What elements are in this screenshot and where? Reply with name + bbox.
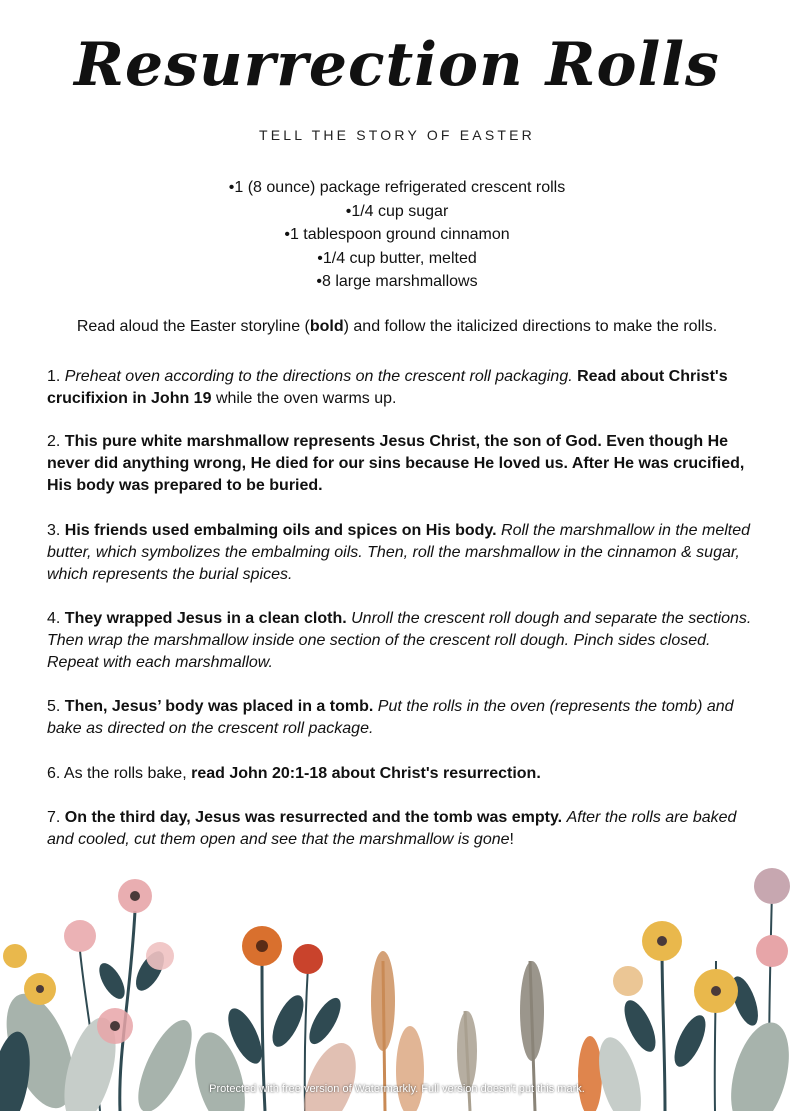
left-flower-cluster: [0, 879, 202, 1111]
step-number: 2.: [47, 433, 61, 450]
step-2: [47, 431, 752, 497]
intro-text: Read aloud the Easter storyline (: [76, 318, 310, 335]
step-text: while the oven warms up.: [215, 390, 397, 407]
step-story: Read about Christ's crucifixion in John 19: [47, 368, 728, 407]
step-number: 5.: [47, 698, 61, 715]
watermark-text: Protected with free version of Watermarkly. Full version doesn't put this mark.: [209, 1083, 585, 1095]
wildflower-border-illustration: [0, 851, 794, 1111]
step-story: His friends used embalming oils and spices on His body.: [64, 522, 497, 539]
step-3: [47, 520, 752, 586]
step-story: read John 20:1-18 about Christ's resurrection.: [191, 765, 541, 782]
step-direction: Unroll the crescent roll dough and separate the sections. Then wrap the marshmallow inside one section of the crescent roll dough. Pinch sides closed. Repeat with each marshmallow.: [47, 610, 752, 671]
intro-paragraph: [0, 318, 794, 336]
right-flower-cluster: [591, 868, 794, 1111]
step-direction: Roll the marshmallow in the melted butter, which symbolizes the embalming oils. Then, roll the marshmallow in the cinnamon & sugar, which represents the burial spices.: [47, 522, 751, 583]
step-number: 4.: [47, 610, 61, 627]
intro-text: ) and follow the italicized directions to make the rolls.: [343, 318, 718, 335]
step-text: !: [509, 831, 514, 848]
step-story: They wrapped Jesus in a clean cloth.: [64, 610, 347, 627]
step-story: This pure white marshmallow represents Jesus Christ, the son of God. Even though He never did anything wrong, He died for our sins because He loved us. After He was crucified, His body was prepared to be buried.: [47, 433, 745, 494]
step-7: [47, 807, 752, 851]
step-direction: Preheat oven according to the directions on the crescent roll packaging.: [64, 368, 573, 385]
intro-bold-word: bold: [309, 318, 344, 335]
step-story: On the third day, Jesus was resurrected and the tomb was empty.: [64, 809, 563, 826]
step-5: [47, 696, 752, 740]
ingredient-item: • 1/4 cup butter, melted: [0, 247, 794, 271]
page-subtitle: TELL THE STORY OF EASTER: [259, 127, 535, 143]
step-number: 1.: [47, 368, 61, 385]
step-4: [47, 608, 752, 674]
ingredient-item: • 1/4 cup sugar: [0, 200, 794, 224]
step-text: As the rolls bake,: [63, 765, 187, 782]
page-title: Resurrection Rolls: [74, 30, 720, 100]
ingredient-item: • 8 large marshmallows: [0, 270, 794, 294]
step-story: Then, Jesus’ body was placed in a tomb.: [64, 698, 374, 715]
ingredient-item: • 1 (8 ounce) package refrigerated crescent rolls: [0, 176, 794, 200]
step-6: [47, 763, 752, 785]
step-direction: After the rolls are baked and cooled, cut them open and see that the marshmallow is gone: [47, 809, 737, 848]
ingredient-item: • 1 tablespoon ground cinnamon: [0, 223, 794, 247]
step-direction: Put the rolls in the oven (represents the tomb) and bake as directed on the crescent roll package.: [47, 698, 734, 737]
step-1: [47, 366, 752, 410]
step-number: 3.: [47, 522, 61, 539]
step-number: 7.: [47, 809, 61, 826]
ingredient-list: [0, 176, 794, 294]
step-number: 6.: [47, 765, 61, 782]
